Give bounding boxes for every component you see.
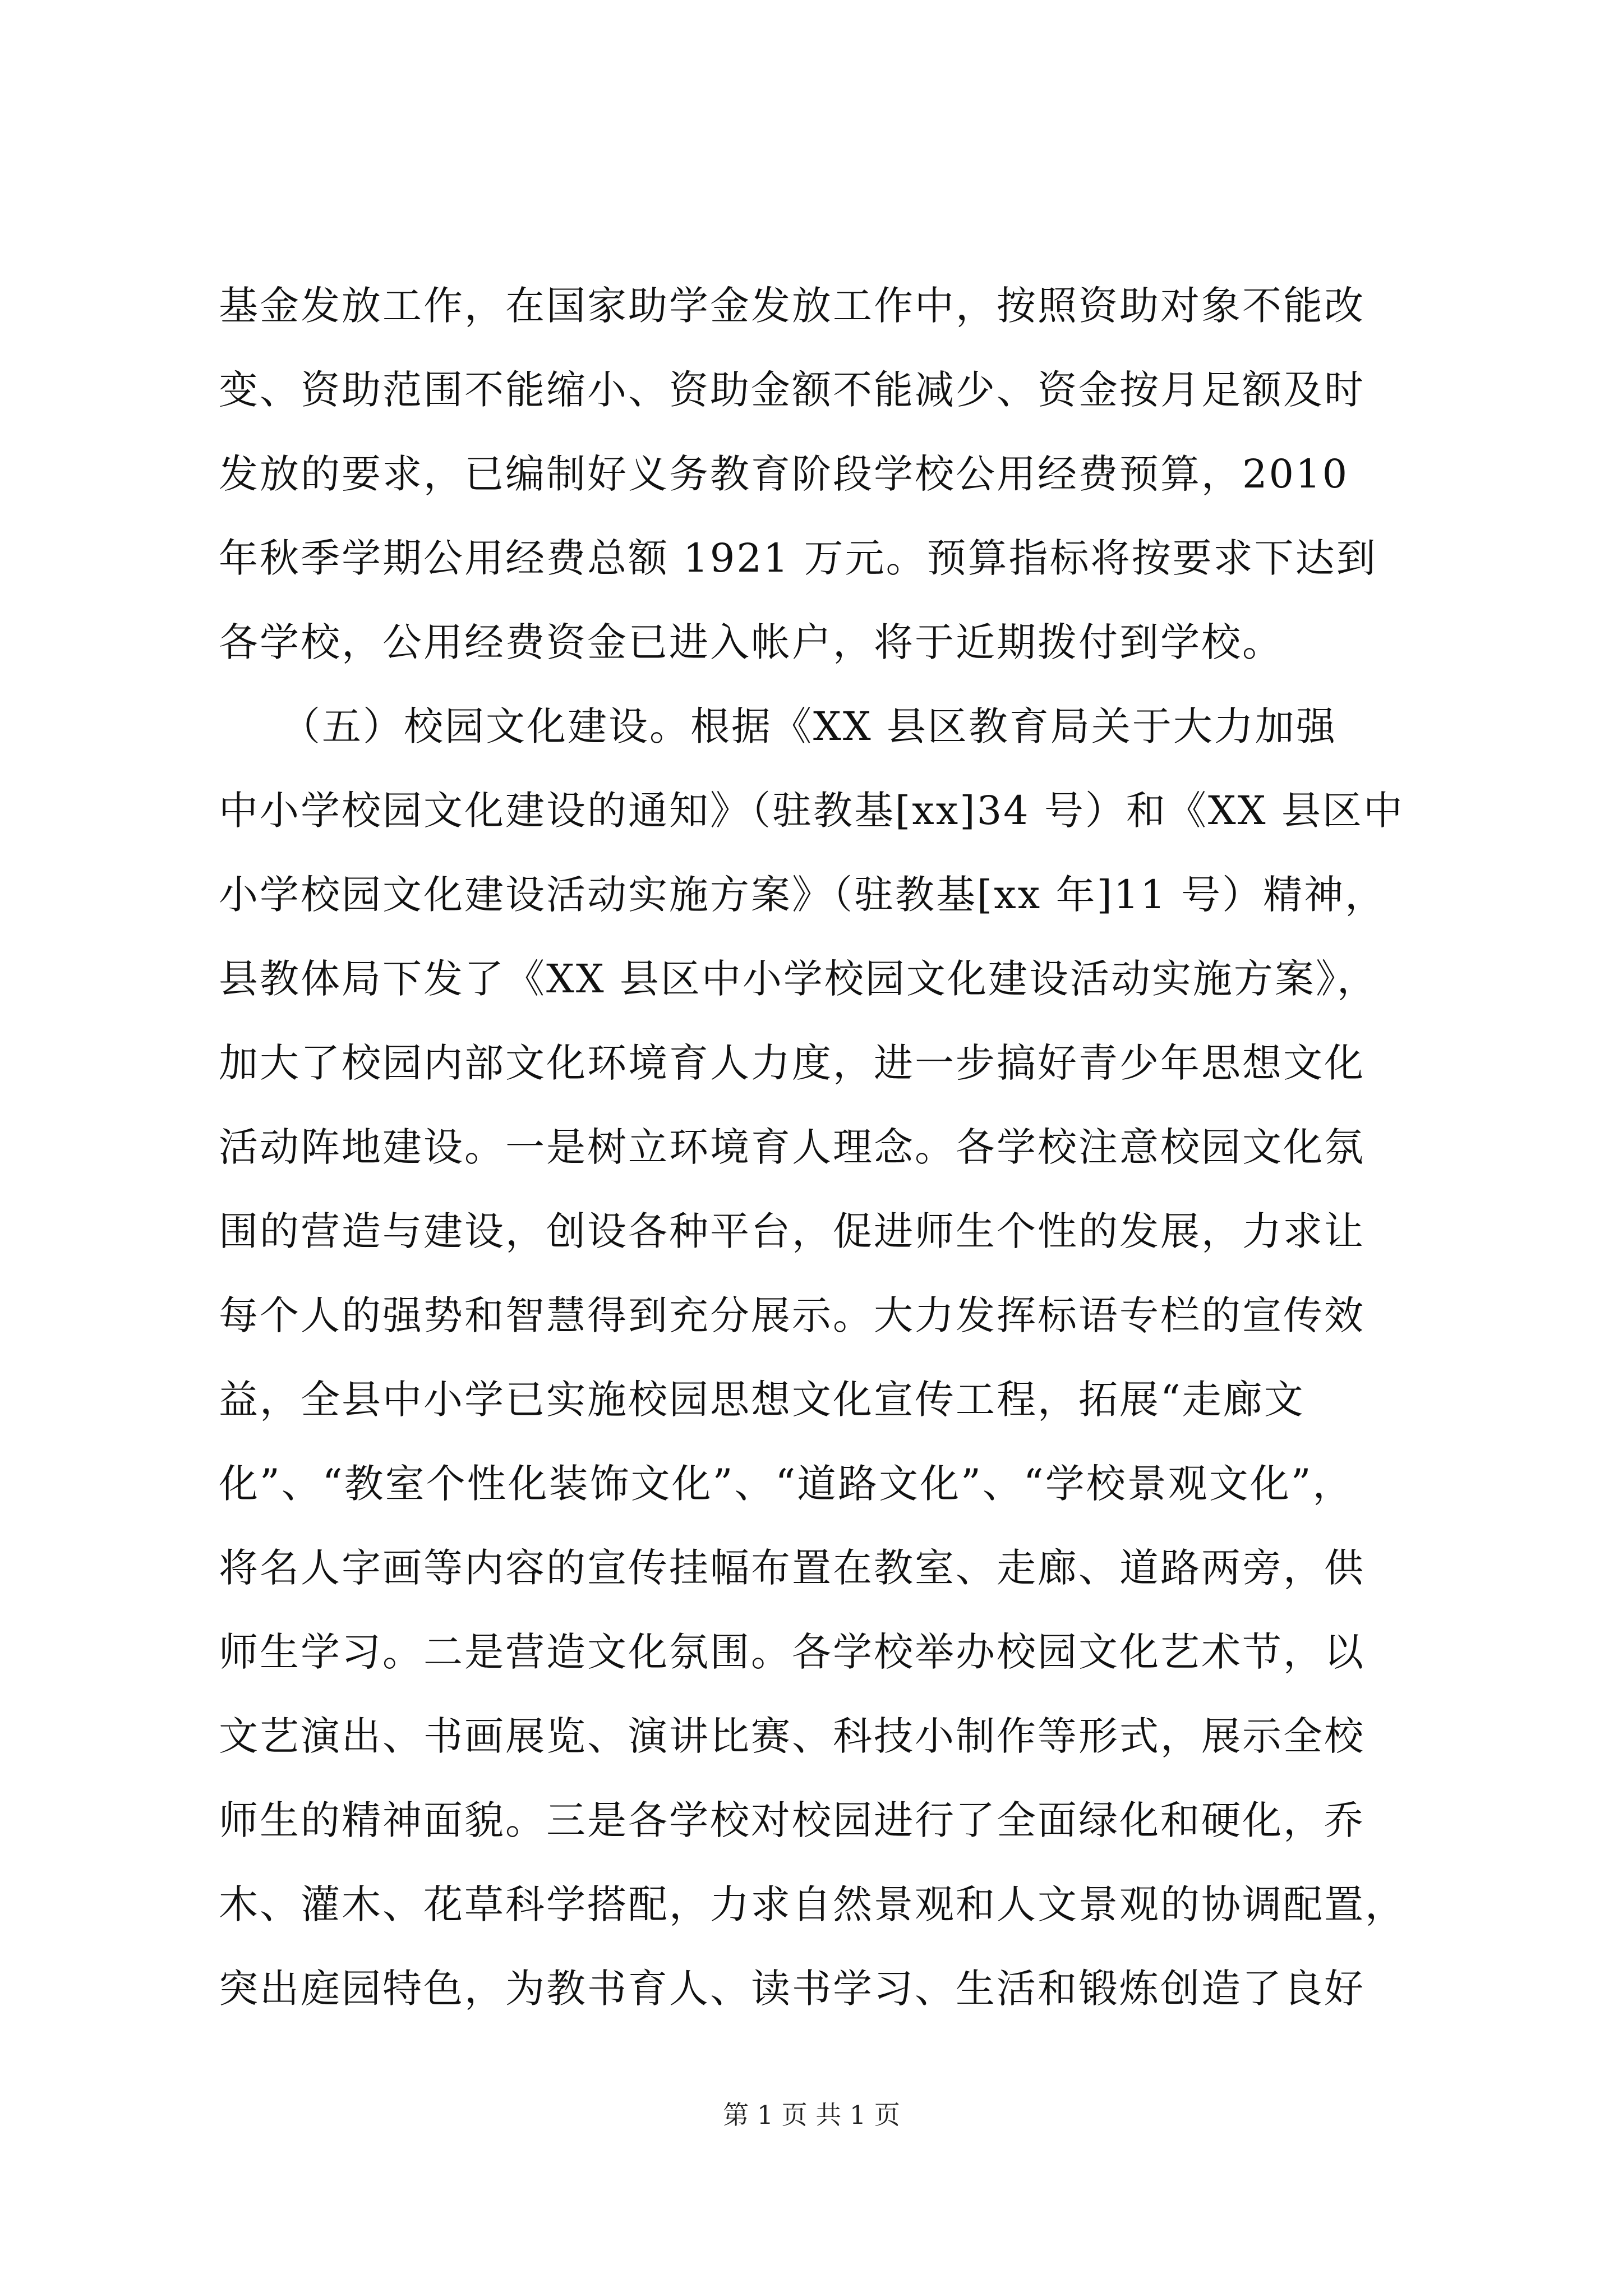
text-line: 各学校，公用经费资金已进入帐户，将于近期拨付到学校。 [219, 619, 1283, 665]
text-line: 将名人字画等内容的宣传挂幅布置在教室、走廊、道路两旁，供 [219, 1545, 1365, 1591]
text-line: 师生学习。二是营造文化氛围。各学校举办校园文化艺术节，以 [219, 1629, 1365, 1675]
text-line: 突出庭园特色，为教书育人、读书学习、生活和锻炼创造了良好 [219, 1966, 1365, 2012]
text-line: 变、资助范围不能缩小、资助金额不能减少、资金按月足额及时 [219, 367, 1365, 413]
text-line: 文艺演出、书画展览、演讲比赛、科技小制作等形式，展示全校 [219, 1713, 1365, 1759]
text-line: 木、灌木、花草科学搭配，力求自然景观和人文景观的协调配置， [219, 1881, 1406, 1927]
text-line: 师生的精神面貌。三是各学校对校园进行了全面绿化和硬化，乔 [219, 1797, 1365, 1843]
text-line: 益，全县中小学已实施校园思想文化宣传工程，拓展“走廊文 [219, 1377, 1305, 1423]
text-line: 围的营造与建设，创设各种平台，促进师生个性的发展，力求让 [219, 1208, 1365, 1254]
page-footer: 第 1 页 共 1 页 [723, 2100, 900, 2130]
text-line: 加大了校园内部文化环境育人力度，进一步搞好青少年思想文化 [219, 1040, 1365, 1086]
text-line: 小学校园文化建设活动实施方案》（驻教基[xx 年]11 号）精神， [219, 872, 1386, 918]
text-line: 发放的要求，已编制好义务教育阶段学校公用经费预算，2010 [219, 451, 1349, 497]
text-line: 每个人的强势和智慧得到充分展示。大力发挥标语专栏的宣传效 [219, 1292, 1365, 1338]
text-line: 县教体局下发了《XX 县区中小学校园文化建设活动实施方案》， [219, 956, 1378, 1002]
text-line: 活动阵地建设。一是树立环境育人理念。各学校注意校园文化氛 [219, 1124, 1365, 1170]
text-line: 化”、“教室个性化装饰文化”、“道路文化”、“学校景观文化”， [219, 1461, 1354, 1507]
document-body [219, 264, 1453, 2031]
text-line: 中小学校园文化建设的通知》（驻教基[xx]34 号）和《XX 县区中 [219, 788, 1404, 834]
section-heading-line: （五）校园文化建设。根据《XX 县区教育局关于大力加强 [219, 703, 1337, 749]
text-line: 基金发放工作，在国家助学金发放工作中，按照资助对象不能改 [219, 283, 1365, 329]
text-line: 年秋季学期公用经费总额 1921 万元。预算指标将按要求下达到 [219, 535, 1377, 581]
